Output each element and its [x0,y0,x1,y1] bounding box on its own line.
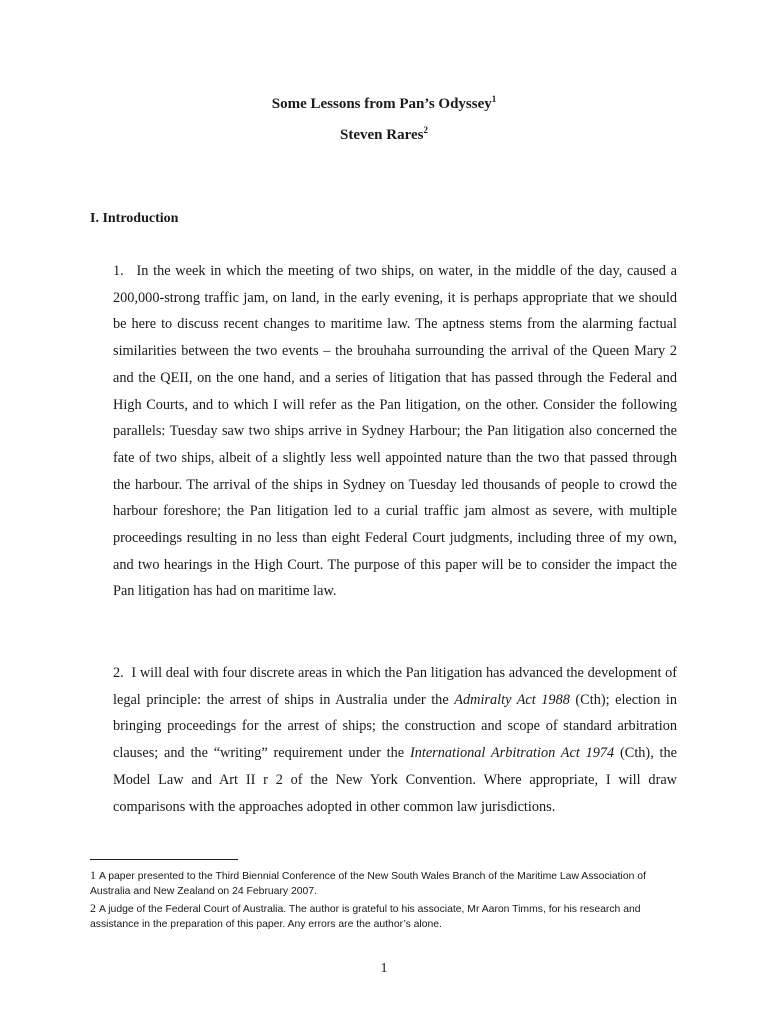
paper-author [0,125,768,145]
paper-title-text: Some Lessons from Pan’s Odyssey [271,96,492,112]
section-heading: I. Introduction [90,211,179,226]
paragraph-1 [113,258,677,605]
footnote-text: A paper presented to the Third Biennial Conference of the New South Wales Branch of the Maritime Law Association of Australia and New Zealand on 24 February 2007. [90,871,646,897]
paragraph-text: I will deal with four discrete areas in which the Pan litigation has advanced the development of legal principle: the arrest of ships in Australia under the [113,665,678,708]
footnote-text: A judge of the Federal Court of Australia. The author is grateful to his associate, Mr Aaron Timms, for his research and assistance in the preparation of this paper. Any errors are the author’s alone. [90,904,641,930]
author-footnote-marker[interactable]: 2 [423,125,428,135]
paragraph-number: 1. [113,263,124,279]
paragraph-text: In the week in which the meeting of two ships, on water, in the middle of the day, caused a 200,000-strong traffic jam, on land, in the early evening, it is perhaps appropriate that we should be here to discuss recent changes to maritime law. The aptness stems from the alarming factual similarities between the two events – the brouhaha surrounding the arrival of the Queen Mary 2 and the QEII, on the one hand, and a series of litigation that has passed through the Federal and High Courts, and to which I will refer as the Pan litigation, on the other. Consider the following parallels: Tuesday saw two ships arrive in Sydney Harbour; the Pan litigation also concerned the fate of two ships, albeit of a slightly less well appointed nature than the two that passed through the harbour. The arrival of the ships in Sydney on Tuesday led thousands of people to crowd the harbour foreshore; the Pan litigation led to a curial traffic jam almost as severe, with multiple proceedings resulting in no less than eight Federal Court judgments, including three of my own, and two hearings in the High Court. The purpose of this paper will be to consider the impact the Pan litigation has had on maritime law. [113,263,677,600]
statute-name-admiralty-act: Admiralty Act 1988 [454,691,570,708]
footnote-1 [90,868,680,899]
paragraph-number: 2. [113,665,124,681]
paper-title [0,94,768,114]
paragraph-text: (Cth), the Model Law and Art II r 2 of the New York Convention. Where appropriate, I will draw comparisons with the approaches adopted in other common law jurisdictions. [113,745,678,815]
title-footnote-marker[interactable]: 1 [491,94,497,104]
footnote-number: 2 [90,901,96,915]
page-number: 1 [380,961,388,976]
paragraph-2 [113,660,677,820]
paragraph-text: (Cth); election in bringing proceedings for the arrest of ships; the construction and scope of standard arbitration clauses; and the “writing” requirement under the [113,691,678,762]
footnote-2 [90,901,680,932]
footnote-number: 1 [90,868,96,882]
footnote-separator [90,859,238,860]
paper-author-text: Steven Rares [340,127,424,143]
statute-name-arbitration-act: International Arbitration Act 1974 [409,745,615,762]
